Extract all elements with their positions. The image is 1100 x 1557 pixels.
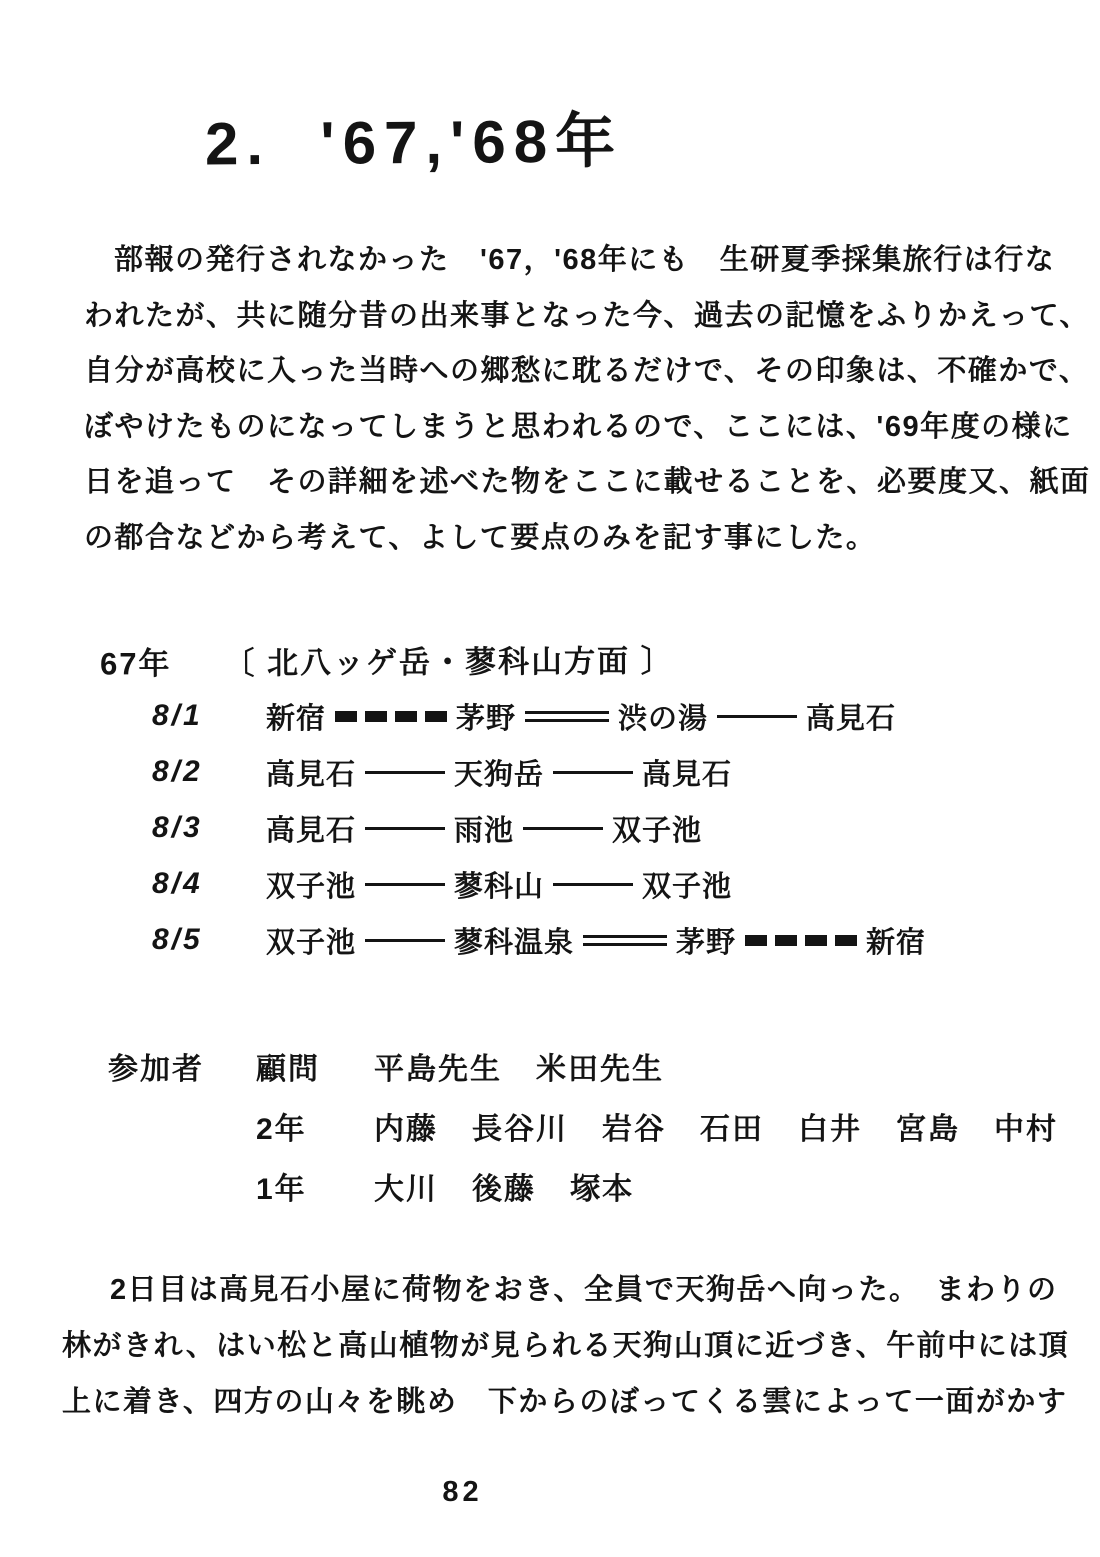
itinerary-heading	[100, 635, 674, 683]
route-place: 蓼科山	[454, 870, 545, 903]
participants-row	[108, 1096, 1058, 1156]
route-place: 高見石	[266, 814, 357, 847]
participants-section	[108, 1036, 1058, 1216]
route-place: 双子池	[642, 870, 733, 903]
route-place: 蓼科温泉	[454, 926, 575, 959]
route-place: 高見石	[642, 758, 733, 791]
day-date: 8/3	[152, 811, 203, 844]
route-place: 渋の湯	[618, 702, 709, 735]
walk-line-icon	[717, 715, 797, 718]
route-place: 茅野	[676, 926, 737, 959]
walk-line-icon	[365, 883, 445, 886]
participant-name: 岩谷	[602, 1113, 666, 1146]
route-place: 高見石	[806, 702, 897, 735]
day-date: 8/5	[152, 923, 203, 956]
participant-name: 長谷川	[472, 1113, 568, 1146]
participant-name: 塚本	[570, 1173, 634, 1206]
participants-row	[108, 1036, 1058, 1096]
route-place: 双子池	[266, 926, 357, 959]
itinerary-day	[152, 688, 928, 744]
itinerary-day	[152, 800, 928, 856]
route-place: 新宿	[866, 926, 927, 959]
walk-line-icon	[523, 827, 603, 830]
paragraph-line: 部報の発行されなかった '67，'68年にも 生研夏季採集旅行は行な	[114, 244, 1056, 276]
participant-name: 平島先生	[374, 1053, 502, 1086]
walk-line-icon	[365, 771, 445, 774]
participant-name: 宮島	[896, 1113, 960, 1146]
paragraph-line: 林がきれ、はい松と高山植物が見られる天狗山頂に近づき、午前中には頂	[62, 1330, 1070, 1362]
walk-line-icon	[365, 827, 445, 830]
page-title: 2. '67,'68年	[204, 107, 624, 178]
route-place: 双子池	[266, 870, 357, 903]
participant-name: 大川	[374, 1173, 438, 1206]
bus-line-icon	[583, 935, 667, 946]
participant-name: 内藤	[374, 1113, 438, 1146]
participant-name-list	[374, 1104, 1058, 1148]
participant-name: 米田先生	[536, 1053, 664, 1086]
participants-heading: 参加者	[108, 1053, 204, 1086]
route-place: 天狗岳	[454, 758, 545, 791]
participant-group-label: 1年	[256, 1173, 307, 1206]
walk-line-icon	[365, 939, 445, 942]
paragraph-line: 2日目は高見石小屋に荷物をおき、全員で天狗岳へ向った。 まわりの	[110, 1274, 1058, 1306]
participant-name-list	[374, 1164, 634, 1208]
walk-line-icon	[553, 883, 633, 886]
route-place: 新宿	[266, 702, 327, 735]
participant-name: 白井	[798, 1113, 862, 1146]
route-place: 雨池	[454, 814, 515, 847]
itinerary-day	[152, 744, 928, 800]
participant-name: 後藤	[472, 1173, 536, 1206]
route-place: 高見石	[266, 758, 357, 791]
itinerary-year-label: 67年	[99, 646, 172, 682]
paragraph-line: われたが、共に随分昔の出来事となった今、過去の記憶をふりかえって、	[84, 299, 1090, 332]
itinerary-day	[152, 912, 928, 968]
paragraph-line: 上に着き、四方の山々を眺め 下からのぼってくる雲によって一面がかす	[62, 1386, 1068, 1418]
paragraph-line: ぼやけたものになってしまうと思われるので、ここには、'69年度の様に	[84, 410, 1073, 443]
day-date: 8/2	[152, 755, 203, 788]
participant-name: 石田	[700, 1113, 764, 1146]
route-place: 茅野	[456, 702, 517, 735]
participants-row	[108, 1156, 1058, 1216]
page-number: 82	[442, 1476, 483, 1508]
participant-group-label: 顧問	[256, 1053, 320, 1086]
itinerary-day	[152, 856, 928, 912]
intro-paragraph	[84, 233, 1091, 566]
participant-name: 中村	[994, 1113, 1058, 1146]
route-place: 双子池	[612, 814, 703, 847]
day-date: 8/1	[152, 699, 203, 732]
participant-group-label: 2年	[256, 1113, 307, 1146]
train-line-icon	[745, 935, 857, 946]
paragraph-line: 日を追って その詳細を述べた物をここに載せることを、必要度又、紙面	[84, 466, 1091, 498]
paragraph-line: の都合などから考えて、よして要点のみを記す事にした。	[84, 521, 877, 554]
day-date: 8/4	[152, 867, 203, 900]
walk-line-icon	[553, 771, 633, 774]
train-line-icon	[335, 711, 447, 722]
participant-name-list	[374, 1044, 664, 1088]
body-paragraph	[62, 1262, 1072, 1430]
itinerary-day-list	[152, 688, 928, 968]
paragraph-line: 自分が高校に入った当時への郷愁に耽るだけで、その印象は、不確かで、	[84, 355, 1090, 387]
bus-line-icon	[525, 711, 609, 722]
itinerary-area-label: 〔 北八ッゲ岳・蓼科山方面 〕	[223, 643, 674, 681]
